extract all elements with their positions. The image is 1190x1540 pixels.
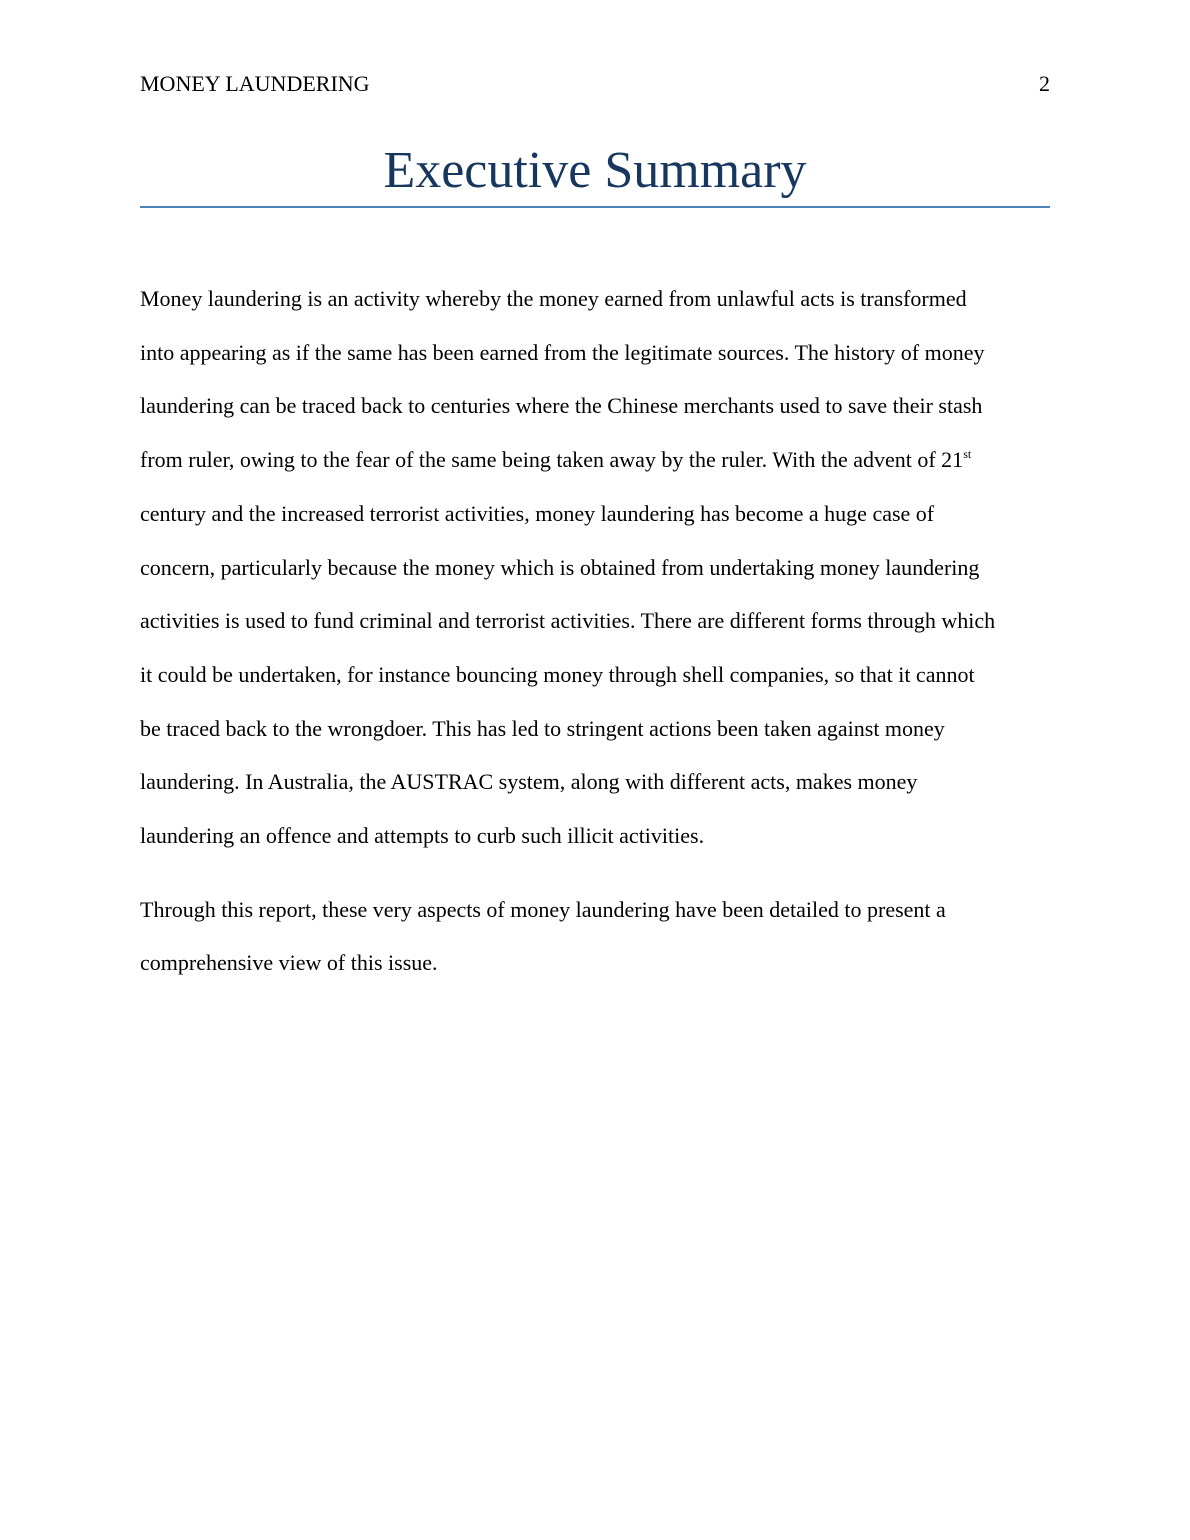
text-line: concern, particularly because the money which is obtained from undertaking money laundering	[140, 554, 980, 580]
text-line: comprehensive view of this issue.	[140, 950, 438, 976]
running-head: MONEY LAUNDERING	[140, 71, 370, 96]
text-line: into appearing as if the same has been earned from the legitimate sources. The history of money	[140, 339, 985, 365]
text-line: century and the increased terrorist activities, money laundering has become a huge case of	[140, 500, 935, 526]
page-header	[140, 70, 1050, 100]
title-underline	[140, 206, 1050, 208]
text-line: be traced back to the wrongdoer. This has led to stringent actions been taken against money	[140, 715, 945, 741]
paragraph-summary	[140, 272, 1050, 863]
document-body	[140, 272, 1050, 990]
text-line-with-superscript	[140, 433, 1050, 487]
text-line: laundering. In Australia, the AUSTRAC system, along with different acts, makes money	[140, 769, 918, 795]
text-line: laundering an offence and attempts to curb such illicit activities.	[140, 823, 705, 849]
ordinal-superscript: st	[963, 447, 972, 462]
text-line: laundering can be traced back to centuries where the Chinese merchants used to save their stash	[140, 393, 983, 419]
page-number: 2	[1039, 71, 1050, 96]
text-line: from ruler, owing to the fear of the same being taken away by the ruler. With the advent of 21	[140, 447, 964, 473]
paragraph-conclusion	[140, 883, 1050, 990]
page-title: Executive Summary	[383, 142, 807, 199]
text-line: it could be undertaken, for instance bouncing money through shell companies, so that it cannot	[140, 661, 975, 687]
text-line: Through this report, these very aspects of money laundering have been detailed to present a	[140, 896, 946, 922]
text-line: activities is used to fund criminal and terrorist activities. There are different forms through which	[140, 608, 996, 634]
text-line: Money laundering is an activity whereby the money earned from unlawful acts is transformed	[140, 286, 967, 311]
